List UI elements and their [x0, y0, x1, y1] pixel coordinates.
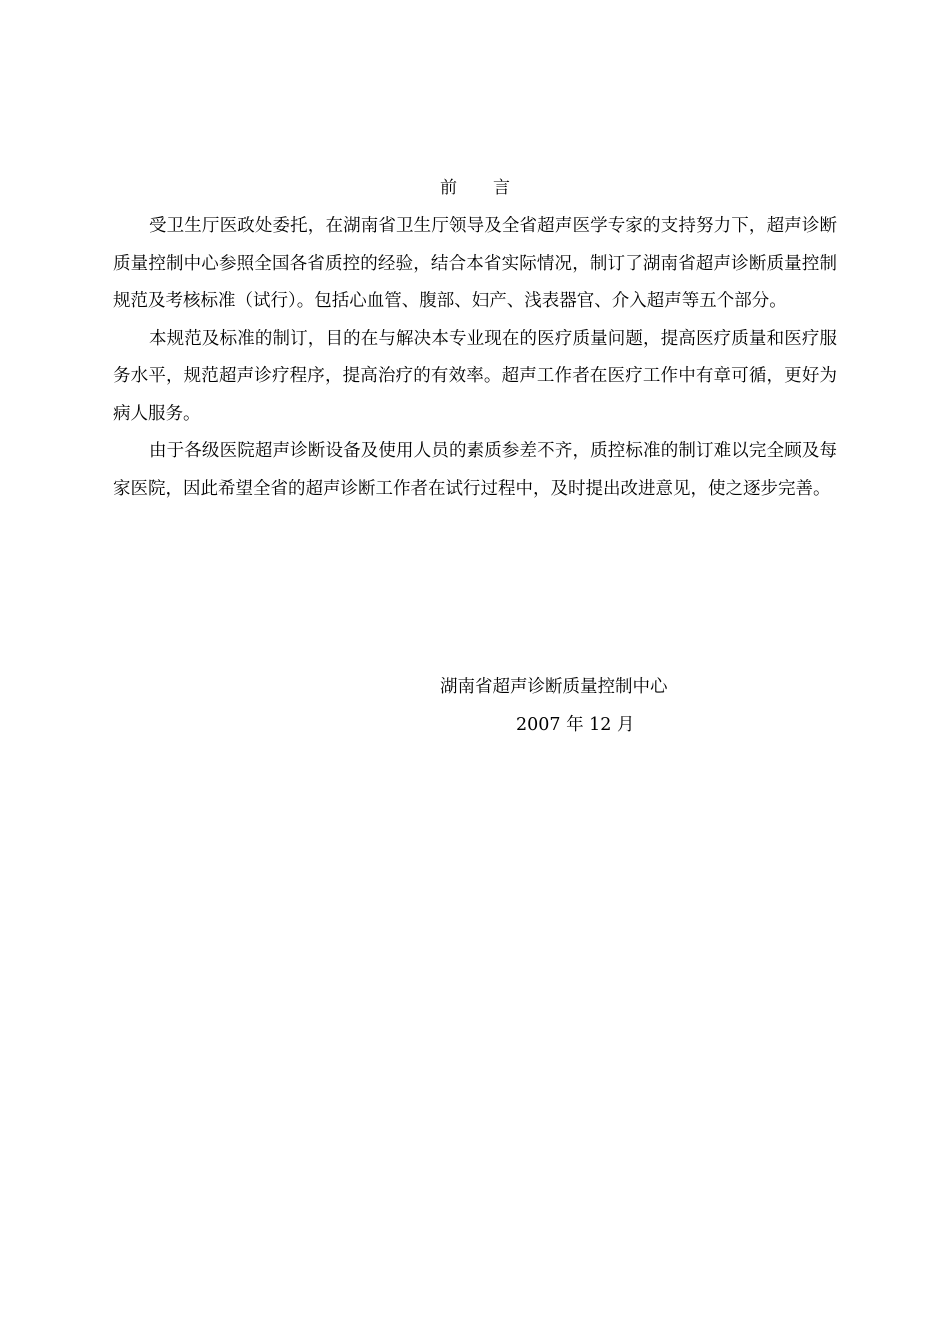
signature-date: 2007 年 12 月	[516, 715, 635, 735]
preface-body	[113, 208, 837, 508]
signature-organization: 湖南省超声诊断质量控制中心	[440, 677, 668, 697]
paragraph-2: 本规范及标准的制订，目的在与解决本专业现在的医疗质量问题，提高医疗质量和医疗服务水平，规范超声诊疗程序，提高治疗的有效率。超声工作者在医疗工作中有章可循，更好为病人服务。	[113, 328, 837, 424]
paragraph-3: 由于各级医院超声诊断设备及使用人员的素质参差不齐，质控标准的制订难以完全顾及每家医院，因此希望全省的超声诊断工作者在试行过程中，及时提出改进意见，使之逐步完善。	[113, 441, 837, 499]
page-title: 前言	[440, 178, 546, 198]
paragraph-1: 受卫生厅医政处委托，在湖南省卫生厅领导及全省超声医学专家的支持努力下，超声诊断质量控制中心参照全国各省质控的经验，结合本省实际情况，制订了湖南省超声诊断质量控制规范及考核标准（试行）。包括心血管、腹部、妇产、浅表器官、介入超声等五个部分。	[113, 216, 837, 311]
